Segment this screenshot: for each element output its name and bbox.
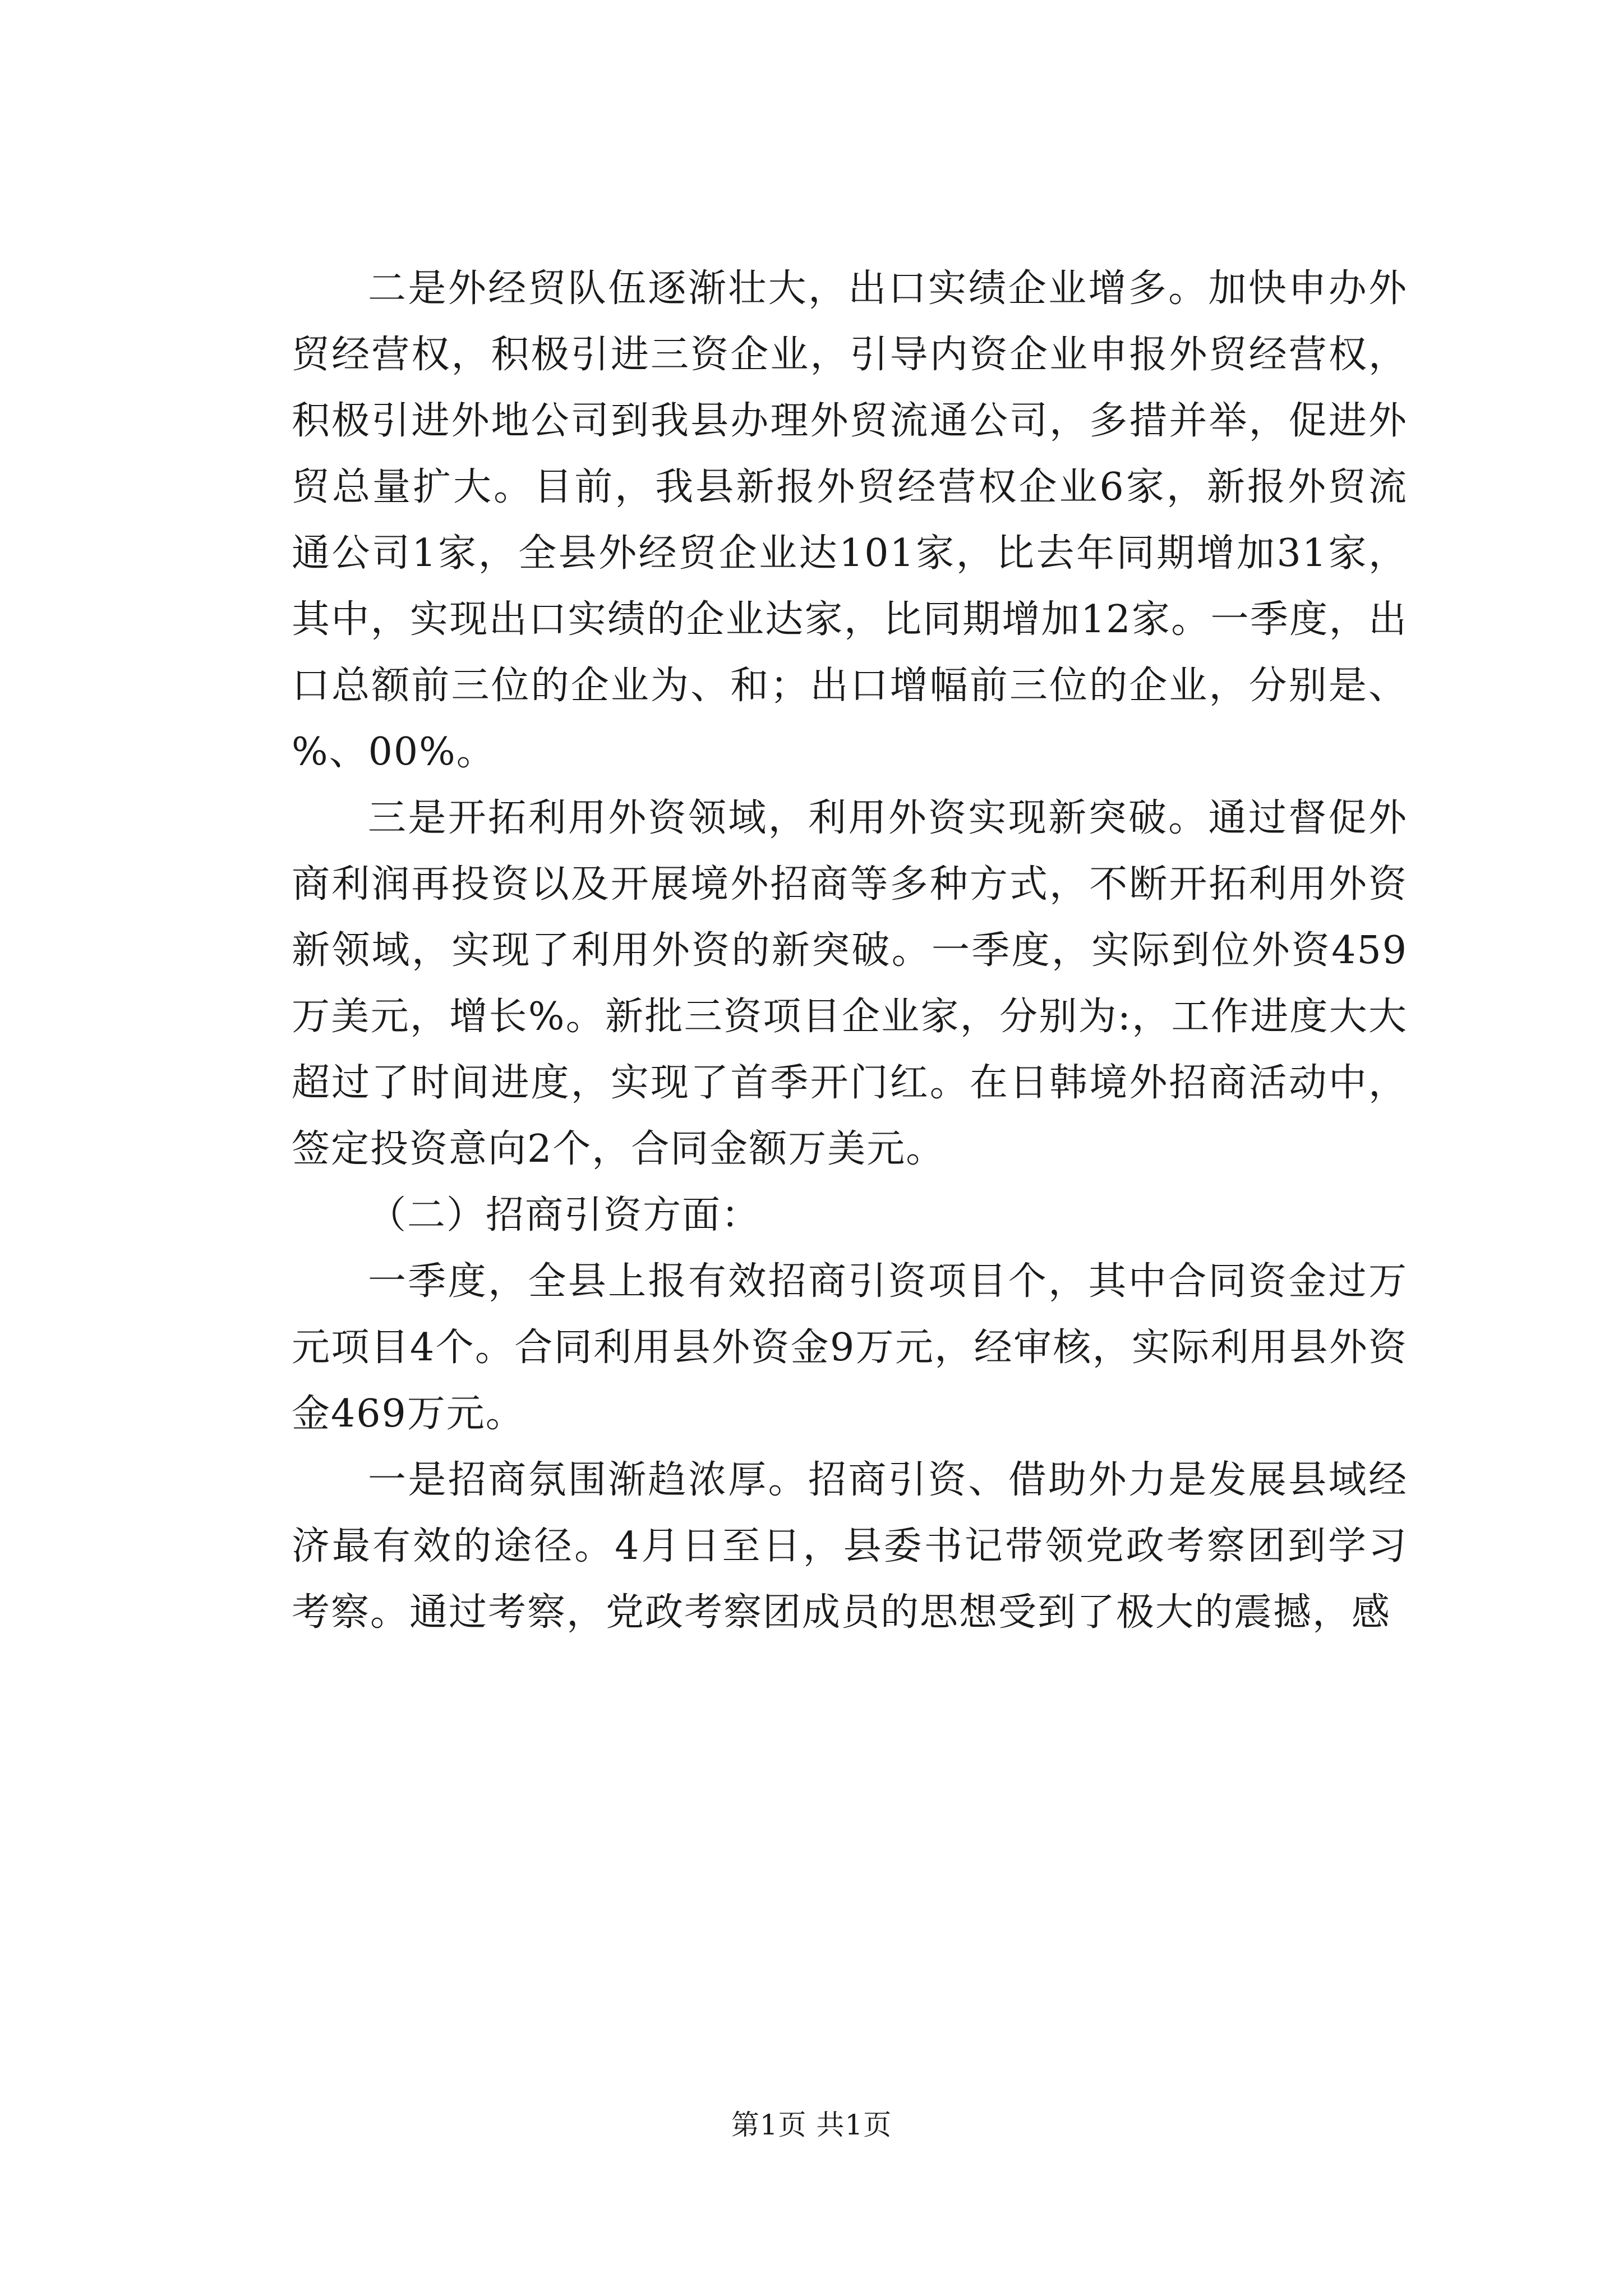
paragraph-foreign-investment: 三是开拓利用外资领域，利用外资实现新突破。通过督促外商利润再投资以及开展境外招商等多种方式，不断开拓利用外资新领域，实现了利用外资的新突破。一季度，实际到位外资459万美元，增长%。新批三资项目企业家，分别为:，工作进度大大超过了时间进度，实现了首季开门红。在日韩境外招商活动中，签定投资意向2个，合同金额万美元。 [292, 796, 1408, 1171]
paragraph-investment-atmosphere: 一是招商氛围渐趋浓厚。招商引资、借助外力是发展县域经济最有效的途径。4月日至日，县委书记带领党政考察团到学习考察。通过考察，党政考察团成员的思想受到了极大的震撼，感 [292, 1458, 1408, 1635]
section-heading-investment-attraction: （二）招商引资方面： [368, 1193, 761, 1237]
document-body [292, 256, 1408, 1646]
page-footer: 第1页 共1页 [731, 2109, 892, 2141]
paragraph-foreign-trade-team: 二是外经贸队伍逐渐壮大，出口实绩企业增多。加快申办外贸经营权，积极引进三资企业，引导内资企业申报外贸经营权，积极引进外地公司到我县办理外贸流通公司，多措并举，促进外贸总量扩大。目前，我县新报外贸经营权企业6家，新报外贸流通公司1家，全县外经贸企业达101家，比去年同期增加31家，其中，实现出口实绩的企业达家，比同期增加12家。一季度，出口总额前三位的企业为、和；出口增幅前三位的企业，分别是、%、00%。 [292, 266, 1408, 774]
paragraph-q1-projects: 一季度，全县上报有效招商引资项目个，其中合同资金过万元项目4个。合同利用县外资金9万元，经审核，实际利用县外资金469万元。 [292, 1259, 1408, 1436]
